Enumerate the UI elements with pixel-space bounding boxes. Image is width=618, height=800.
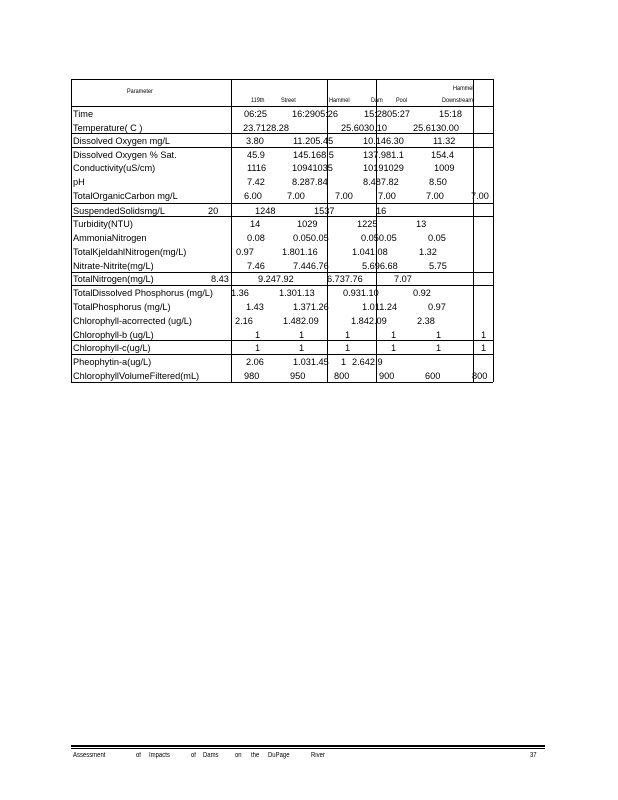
cell: 600 [425,371,441,381]
row-label: TotalPhosphorus (mg/L) [73,302,171,312]
table-row [71,135,493,147]
table-header-rule [71,106,493,107]
footer-rule [71,748,545,749]
cell: 137.981.1 [363,150,404,160]
cell: 13 [416,219,427,229]
cell: 1 [255,343,261,353]
header-street: Street [281,97,296,104]
header-downstream: Downstream [442,97,474,104]
cell: 1 [436,330,442,340]
cell: 10191029 [363,163,404,173]
cell: 8.287.84 [292,177,328,187]
cell: 10.146.30 [363,136,404,146]
table-rule [71,285,493,286]
cell: 45.9 [247,150,265,160]
cell: 1 [345,330,351,340]
row-label: Chlorophyll-acorrected (ug/L) [73,316,192,326]
row-label: Time [73,109,94,119]
table-row [71,205,493,217]
footer-word: Impacts [149,752,170,759]
cell: 154.4 [431,150,454,160]
cell: 1 [481,343,487,353]
header-parameter: Parameter [127,88,153,95]
row-label: TotalOrganicCarbon mg/L [73,191,178,201]
cell: 1.371.26 [293,302,329,312]
cell: 10941035 [292,163,333,173]
row-label: Turbidity(NTU) [73,219,133,229]
row-label: Nitrate-Nitrite(mg/L) [73,261,154,271]
cell: 20 [208,206,219,216]
table-row [71,190,493,202]
cell: 1 [391,330,397,340]
header-119th: 119th [251,97,265,104]
table-row [71,260,493,272]
footer-word: Dams [203,752,219,759]
footer-word: on [235,752,242,759]
table-row [71,246,493,258]
table-row [71,356,493,368]
cell: 0.050.05 [361,233,397,243]
cell: 7.00 [471,191,489,201]
cell: 14 [250,219,261,229]
table-row [71,287,493,299]
cell: 0.97 [236,247,254,257]
cell: 06:25 [244,109,267,119]
table-row [71,218,493,230]
row-label: ChlorophyllVolumeFiltered(mL) [73,371,200,381]
row-label: TotalDissolved Phosphorus (mg/L) [73,288,213,298]
table-border-top [71,79,493,80]
table-row [71,273,493,285]
cell: 15:2805:27 [364,109,410,119]
header-hammel: Hammel [329,97,350,104]
cell: 1 [345,343,351,353]
footer-rule [71,745,545,747]
cell: 0.92 [413,288,431,298]
cell: 1.011.24 [362,302,398,312]
cell: 1248 [255,206,276,216]
table-row [71,149,493,161]
table-rule [71,354,493,355]
row-label: Temperature( C ) [73,123,143,133]
cell: 7.00 [426,191,444,201]
footer-word: of [191,752,196,759]
table-row [71,370,493,382]
cell: 0.05 [428,233,446,243]
cell: 7.446.76 [293,261,329,271]
table-row [71,315,493,327]
row-label: Chlorophyll-b (ug/L) [73,330,154,340]
cell: 1 [299,330,305,340]
footer-word: of [136,752,141,759]
cell: 1.031.45 [293,357,329,367]
cell: 1.43 [246,302,264,312]
cell: 1009 [434,163,455,173]
table-row [71,176,493,188]
cell: 0.050.05 [293,233,329,243]
cell: 15:18 [439,109,462,119]
cell: 11.205.45 [293,136,334,146]
table-row [71,108,493,120]
cell: 8.43 [211,274,229,284]
cell: 7.00 [378,191,396,201]
cell: 7.42 [247,177,265,187]
cell: 2.38 [417,316,435,326]
cell: 900 [379,371,395,381]
table-row [71,232,493,244]
row-label: SuspendedSolidsmg/L [73,206,165,216]
cell: 16 [376,206,387,216]
cell: 8.487.82 [363,177,399,187]
cell: 16:2905:26 [292,109,338,119]
cell: 145.168.5 [293,150,334,160]
footer-word: DuPage [268,752,290,759]
page-number: 37 [530,752,537,759]
cell: 2.16 [235,316,253,326]
row-label: Dissolved Oxygen mg/L [73,136,171,146]
header-pool: Pool [396,97,408,104]
table-rule [71,147,493,148]
cell: 7.46 [247,261,265,271]
table-border-right [493,79,494,382]
footer-word: Assessment [73,752,106,759]
table-row [71,162,493,174]
cell: 800 [472,371,488,381]
table-row [71,342,493,354]
cell: 7.00 [287,191,305,201]
row-label: Chlorophyll-c(ug/L) [73,343,151,353]
row-label: Conductivity(uS/cm) [73,163,156,173]
cell: 6.00 [244,191,262,201]
cell: 1 [436,343,442,353]
cell: 6.737.76 [327,274,363,284]
cell: 3.80 [246,136,264,146]
cell: 1029 [297,219,318,229]
cell: 950 [290,371,306,381]
row-label: Dissolved Oxygen % Sat. [73,150,177,160]
cell: 9.247.92 [258,274,294,284]
footer-word: the [251,752,260,759]
cell: 1 [341,357,347,367]
cell: 1.301.13 [279,288,315,298]
cell: 25.6030.10 [341,123,387,133]
table-row [71,122,493,134]
cell: 1225 [357,219,378,229]
cell: 7.00 [335,191,353,201]
cell: 800 [334,371,350,381]
table-row [71,301,493,313]
cell: 0.931.10 [343,288,379,298]
cell: 1 [255,330,261,340]
cell: 2.06 [246,357,264,367]
cell: 1537 [314,206,335,216]
cell: 1.482.09 [283,316,319,326]
table-row [71,329,493,341]
cell: 8.50 [429,177,447,187]
cell: 11.32 [433,136,456,146]
table-rule [71,203,493,204]
cell: 7.07 [394,274,412,284]
cell: 1.801.16 [282,247,318,257]
cell: 5.75 [429,261,447,271]
row-label: Pheophytin-a(ug/L) [73,357,152,367]
cell: 1.32 [419,247,437,257]
cell: 2.642.9 [352,357,383,367]
cell: 1.842.09 [351,316,387,326]
row-label: AmmoniaNitrogen [73,233,147,243]
cell: 1 [299,343,305,353]
cell: 0.97 [428,302,446,312]
cell: 25.6130.00 [413,123,459,133]
table-border-bottom [71,382,493,383]
cell: 980 [244,371,260,381]
header-dam: Dam [371,97,383,104]
cell: 5.696.68 [362,261,398,271]
header-hammel-top: Hammel [453,85,474,92]
row-label: TotalNitrogen(mg/L) [73,274,154,284]
cell: 1 [391,343,397,353]
cell: 1116 [247,163,267,173]
cell: 0.08 [247,233,265,243]
row-label: TotalKjeldahlNitrogen(mg/L) [73,247,187,257]
cell: 1.36 [231,288,249,298]
row-label: pH [73,177,85,187]
cell: 1.041.08 [352,247,388,257]
cell: 23.7128.28 [243,123,289,133]
cell: 1 [481,330,487,340]
footer-word: River [311,752,325,759]
